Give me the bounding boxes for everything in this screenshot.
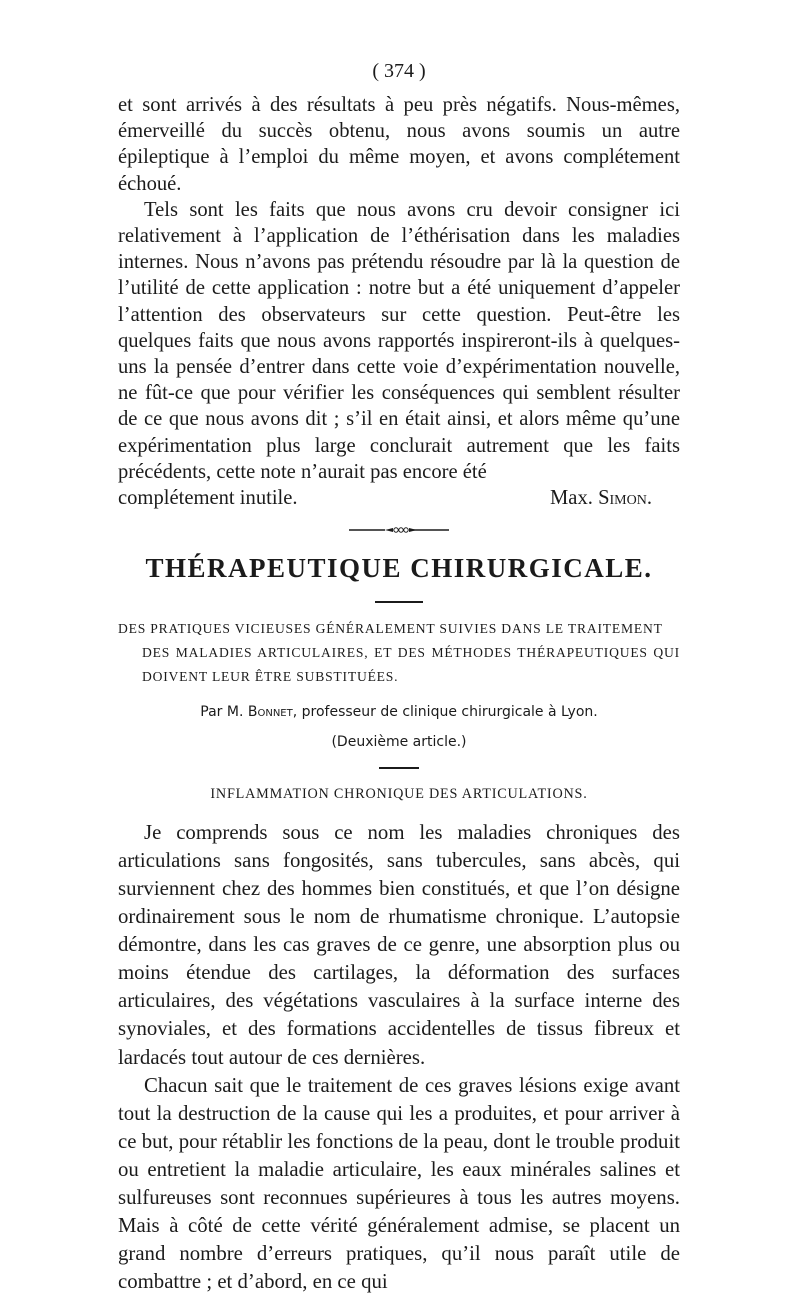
section-title: THÉRAPEUTIQUE CHIRURGICALE.: [145, 553, 653, 584]
ornament-icon: [349, 525, 449, 535]
page-number: ( 374 ): [372, 60, 426, 82]
signature-line: [118, 485, 680, 511]
conclusion-paragraph: Tels sont les faits que nous avons cru devoir consigner ici relativement à l’application de l’éthérisation dans les maladies internes. Nous n’avons pas prétendu résoudre par là la question de l’utilité de cette application : notre but a été uniquement d’appeler l’attention des observateurs sur cette question. Peut-être les quelques faits que nous avons rapportés inspireront-ils à quelques-uns la pensée d’entrer dans cette voie d’expérimentation nouvelle, ne fût-ce que pour vérifier les conséquences qui semblent résulter de ce que nous avons dit ; s’il en était ainsi, et alors même qu’une expérimentation plus large conclurait autrement que les faits précédents, cette note n’aurait pas encore été: [118, 198, 680, 483]
author-name: Bonnet,: [247, 704, 298, 721]
conclusion-last-line: complétement inutile.: [118, 487, 298, 510]
paragraph-1: Je comprends sous ce nom les maladies chroniques des articulations sans fongosités, sans tubercules, sans abcès, qui surviennent chez des hommes bien constitués, et que l’on désigne ordinairement sous le nom de rhumatisme chronique. L’autopsie démontre, dans les cas graves de ce genre, une absorption plus ou moins étendue des cartilages, la déformation des surfaces articulaires, des végétations vasculaires à la surface interne des synoviales, et des formations accidentelles de tissus fibreux et lardacés tout autour de ces dernières.: [118, 820, 680, 1069]
signature-prefix: Max.: [550, 487, 593, 510]
author-suffix: professeur de clinique chirurgicale à Lyon.: [301, 704, 598, 721]
subsection-title: INFLAMMATION CHRONIQUE DES ARTICULATIONS.: [210, 785, 588, 802]
article-title-line1: DES PRATIQUES VICIEUSES GÉNÉRALEMENT SUIVIES DANS LE TRAITEMENT: [118, 621, 663, 637]
article-title: [118, 617, 680, 689]
article-divider: [379, 767, 419, 769]
author-line: [118, 701, 680, 723]
title-divider: [375, 601, 423, 603]
section-ornament: [118, 525, 680, 535]
signature-name: Simon.: [598, 487, 652, 510]
book-page: [118, 58, 680, 1296]
paragraph-2: Chacun sait que le traitement de ces graves lésions exige avant tout la destruction de la cause qui les a produites, et pour arriver à ce but, pour rétablir les fonctions de la peau, dont le trouble produit ou entretient la maladie articulaire, les eaux minérales salines et sulfureuses sont reconnues supérieures à tous les autres moyens. Mais à côté de cette vérité généralement admise, se placent un grand nombre d’erreurs pratiques, qu’il nous paraît utile de combattre ; et d’abord, en ce qui: [118, 1073, 680, 1294]
author-prefix: Par M.: [200, 704, 244, 721]
signature: [550, 485, 680, 511]
intro-paragraph: et sont arrivés à des résultats à peu près négatifs. Nous-mêmes, émerveillé du succès obtenu, nous avons soumis un autre épileptique à l’emploi du même moyen, et avons complétement échoué.: [118, 94, 680, 195]
article-number: (Deuxième article.): [331, 734, 467, 751]
article-title-line2: DES MALADIES ARTICULAIRES, ET DES MÉTHODES THÉRAPEUTIQUES QUI DOIVENT LEUR ÊTRE SUBSTITUÉES.: [142, 645, 680, 685]
